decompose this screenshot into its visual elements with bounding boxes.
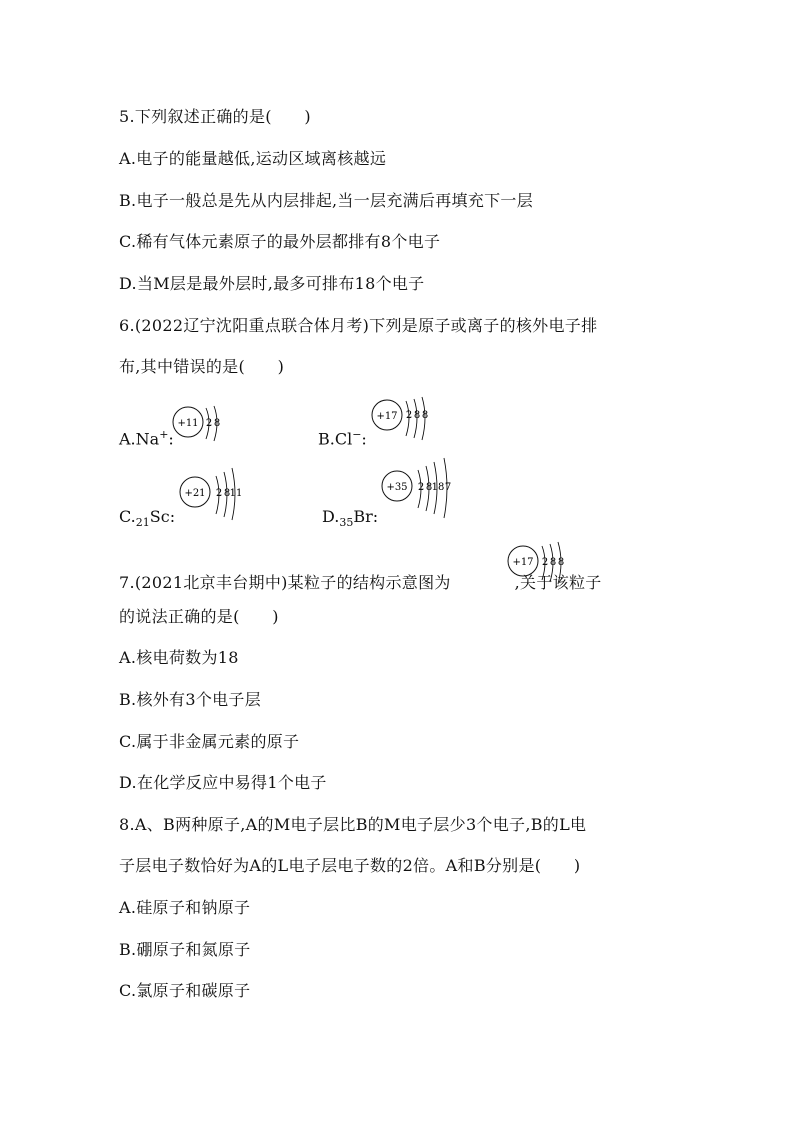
- option-letter: C.: [119, 507, 136, 526]
- q8-stem-line1: 8.A、B两种原子,A的M电子层比B的M电子层少3个电子,B的L电: [119, 815, 587, 834]
- q8-option-c: C.氯原子和碳原子: [119, 981, 251, 1000]
- shell-electrons: 8: [557, 557, 565, 568]
- q6-option-d-label: [322, 507, 378, 533]
- q5-option-a: A.电子的能量越低,运动区域离核越远: [119, 149, 387, 168]
- atom-symbol: Br: [353, 507, 373, 526]
- label-colon: :: [169, 507, 176, 526]
- atom-diagram-q7: [506, 540, 576, 586]
- shell-electrons: 11: [229, 488, 243, 499]
- q8-option-a: A.硅原子和钠原子: [119, 898, 251, 917]
- shell-electrons: 8: [223, 488, 231, 499]
- ion-charge: −: [352, 428, 362, 441]
- q7-stem-post: ,关于该粒子: [514, 573, 602, 592]
- q6-stem-line1: 6.(2022辽宁沈阳重点联合体月考)下列是原子或离子的核外电子排: [119, 316, 598, 335]
- option-letter: A.: [119, 429, 136, 449]
- q5-stem: 5.下列叙述正确的是( ): [119, 107, 311, 126]
- option-letter: B.: [318, 429, 335, 449]
- shell-electrons: 8: [413, 410, 421, 421]
- nucleus-charge: +17: [376, 411, 398, 422]
- q5-option-d: D.当M层是最外层时,最多可排布18个电子: [119, 274, 425, 293]
- label-colon: :: [361, 429, 367, 449]
- q6-stem-line2: 布,其中错误的是( ): [119, 357, 285, 376]
- q5-option-b: B.电子一般总是先从内层排起,当一层充满后再填充下一层: [119, 191, 534, 210]
- shell-electrons: 2: [205, 418, 213, 429]
- label-colon: :: [168, 429, 174, 449]
- shell-electrons: 7: [444, 482, 452, 493]
- q8-option-b: B.硼原子和氮原子: [119, 940, 251, 959]
- shell-electrons: 8: [425, 482, 433, 493]
- q6-option-a-label: [119, 425, 174, 449]
- nucleus-charge: +11: [177, 418, 199, 429]
- option-letter: D.: [322, 507, 340, 526]
- atom-symbol: Sc: [149, 507, 170, 526]
- ion-charge: +: [159, 428, 169, 441]
- q5-option-c: C.稀有气体元素原子的最外层都排有8个电子: [119, 232, 441, 251]
- q7-option-a: A.核电荷数为18: [119, 648, 239, 667]
- q7-option-c: C.属于非金属元素的原子: [119, 732, 300, 751]
- q7-stem-pre: 7.(2021北京丰台期中)某粒子的结构示意图为: [119, 573, 451, 592]
- q8-stem-line2: 子层电子数恰好为A的L电子层电子数的2倍。A和B分别是( ): [119, 856, 581, 875]
- shell-electrons: 2: [417, 482, 425, 493]
- q6-option-b-label: [318, 425, 367, 449]
- label-colon: :: [372, 507, 379, 526]
- q7-option-d: D.在化学反应中易得1个电子: [119, 773, 327, 792]
- atomic-number: 21: [135, 516, 150, 530]
- shell-electrons: 8: [549, 557, 557, 568]
- ion-symbol: Na: [135, 429, 160, 449]
- nucleus-charge: +21: [184, 488, 206, 499]
- shell-electrons: 2: [215, 488, 223, 499]
- ion-symbol: Cl: [334, 429, 353, 449]
- atom-diagram-na-ion: [172, 403, 232, 445]
- q7-option-b: B.核外有3个电子层: [119, 690, 262, 709]
- atom-diagram-sc: [178, 466, 254, 522]
- q6-option-c-label: [119, 507, 175, 533]
- atomic-number: 35: [339, 516, 354, 530]
- shell-electrons: 8: [213, 418, 221, 429]
- shell-electrons: 2: [405, 410, 413, 421]
- atom-diagram-br: [380, 456, 470, 522]
- shell-electrons: 2: [541, 557, 549, 568]
- nucleus-charge: +35: [386, 482, 408, 493]
- q7-stem-line2: 的说法正确的是( ): [119, 607, 279, 626]
- nucleus-charge: +17: [512, 557, 534, 568]
- shell-electrons: 18: [431, 482, 445, 493]
- shell-electrons: 8: [421, 410, 429, 421]
- atom-diagram-cl-ion: [370, 396, 440, 442]
